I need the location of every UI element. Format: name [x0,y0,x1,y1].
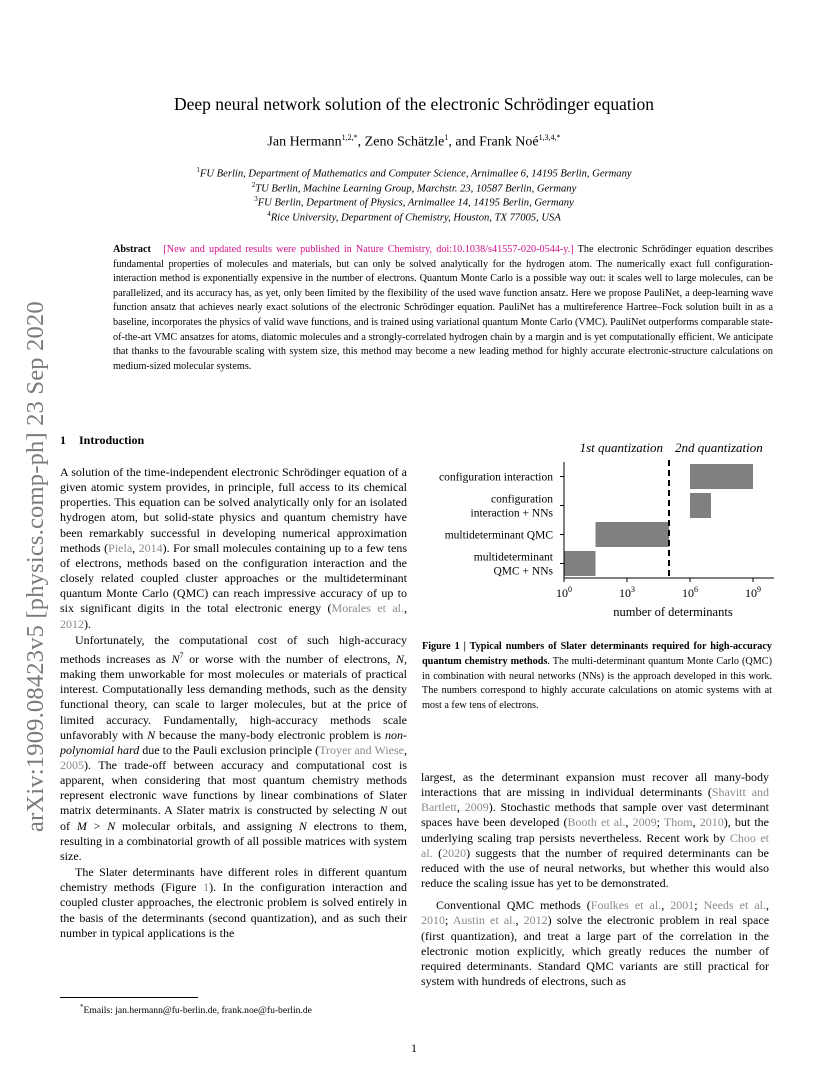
math-N: N [107,818,116,833]
author-affiliation-mark: 1,2,* [341,133,358,142]
math-N: N [395,651,404,666]
author-affiliation-mark: 1,3,4,* [538,133,561,142]
affiliation-number: 1 [196,166,200,174]
citation-link[interactable]: Thom [663,815,693,830]
paragraph: largest, as the determinant expansion must recover all many-body interactions that are missing in individual determinants (Shavitt and Bartlett, 2009). Stochastic methods that sample over vast determinant spaces have been developed (Booth et al., 2009; Thom, 2010), but the underlying scaling trap persists nevertheless. Recent work by Choo et al. (2020) suggests that the number of required determinants can be reduced with the use of neural networks, but whether this would also reduce the scaling issue has yet to be demonstrated. [421,770,770,891]
right-column [421,770,769,989]
affiliation-text: TU Berlin, Machine Learning Group, Marchstr. 23, 10587 Berlin, Germany [255,183,577,195]
bar [690,493,711,518]
abstract-label: Abstract [113,244,151,255]
citation-link[interactable]: Piela [108,540,133,555]
affiliation [0,181,828,195]
author: Zeno Schätzle [364,134,445,150]
section-heading [60,433,144,448]
affiliation [0,166,828,180]
citation-link[interactable]: 2012 [523,913,548,928]
citation-link[interactable]: 2001 [670,898,695,913]
caption-text: . The multi-determinant quantum Monte Carlo (QMC) in combination with neural networks (NNs) is the approach developed in this work. The numbers correspond to highly accurate calculations on atomic systems with at most a few tens of electrons. [422,655,772,712]
citation-link[interactable]: 2010 [421,913,445,928]
bar [690,464,753,489]
bar [596,522,670,547]
paragraph: Conventional QMC methods (Foulkes et al., 2001; Needs et al., 2010; Austin et al., 2012) solve the electronic problem in real space (first quantization), and treat a large part of the correlation in the electronic motion explicitly, which greatly reduces the number of required determinants. Standard QMC variants are still practical for system with hundreds of electrons, such as [421,898,770,989]
author-separator: , [357,134,365,150]
math-exponent: 7 [179,650,184,660]
citation-link[interactable]: Choo et al. [421,830,769,860]
footnote-text: Emails: jan.hermann@fu-berlin.de, frank.noe@fu-berlin.de [83,1005,312,1017]
citation-link[interactable]: Morales et al. [331,601,404,616]
abstract-text: The electronic Schrödinger equation describes fundamental properties of molecules and materials, but can only be solved analytically for the hydrogen atom. The numerically exact full configuration-interaction method is exponentially expensive in the number of electrons. Quantum Monte Carlo is a possible way out: it scales well to large molecules, can be parallelized, and its accuracy has, as yet, only been limited by the flexibility of the used wave function ansatz. Here we propose PauliNet, a deep-learning wave function ansatz that achieves nearly exact solutions of the electronic Schrödinger equation. PauliNet has a multireference Hartree–Fock solution built in as a baseline, incorporates the physics of valid wave functions, and is trained using variational quantum Monte Carlo (VMC). PauliNet outperforms comparable state-of-the-art VMC ansatzes for atoms, diatomic molecules and a strongly-correlated hydrogen chain by a margin and is yet computationally efficient. We anticipate that thanks to the favourable scaling with system size, this method may become a new leading method for highly accurate electronic-structure calculations on medium-sized molecular systems. [113,244,773,372]
x-tick-label: $10^6$ [682,585,698,600]
left-column [60,465,407,941]
citation-link[interactable]: 2005 [60,757,84,772]
math-operator: > [86,818,108,833]
author: Frank Noé [479,134,539,150]
affiliation-text: FU Berlin, Department of Physics, Arnimallee 14, 14195 Berlin, Germany [257,197,574,209]
author-list [0,133,828,151]
citation-link[interactable]: 2012 [60,616,84,631]
citation-link[interactable]: Needs et al. [703,898,766,913]
category-label: multideterminant QMC + NNs [473,551,553,578]
category-label: configuration interaction + NNs [470,493,553,520]
affiliation-number: 2 [251,180,256,189]
affiliation [0,210,828,224]
section-title: Introduction [79,433,145,447]
citation-link[interactable]: 2014 [138,540,163,555]
author-separator: , and [448,134,480,150]
math-N: N [298,818,307,833]
paragraph: The Slater determinants have different roles in different quantum chemistry methods (Figure 1). In the configuration interaction and coupled cluster approaches, the electronic problem is solved entirely in the basis of the determinants (second quantization), and as such their number in typical applications is the [60,865,407,940]
citation-link[interactable]: Austin et al. [452,913,516,928]
footnote [80,1003,312,1016]
x-tick-label: $10^0$ [556,585,572,600]
page-number: 1 [411,1041,417,1055]
category-label: multideterminant QMC [444,529,553,542]
paragraph: Unfortunately, the computational cost of such high-accuracy methods increases as $N^7$ or worse with the number of electrons, N, making them unworkable for most molecules or materials of practical interest. Computationally less demanding methods, such as the density functional theory, can scale to larger molecules, but at the price of limited accuracy. Fundamentally, high-accuracy methods scale unfavorably with N because the many-body electronic problem is non-polynomial hard due to the Pauli exclusion principle (Troyer and Wiese, 2005). The trade-off between accuracy and computational cost is apparent, when considering that most quantum chemistry methods represent electronic wave functions by linear combinations of Slater matrix determinants. A Slater matrix is constructed by selecting N out of M > N molecular orbitals, and assigning N electrons to them, resulting in a combinatorial growth of all possible matrices with system size. [60,632,407,863]
bar [564,551,596,576]
citation-link[interactable]: Troyer and Wiese [319,742,404,757]
figure-reference-link[interactable]: 1 [203,880,210,895]
region-label: 1st quantization [579,440,663,455]
affiliation [0,195,828,209]
x-tick-label: $10^3$ [619,585,635,600]
x-axis-label: number of determinants [613,605,733,619]
category-label: configuration interaction [438,471,553,484]
affiliation-text: Rice University, Department of Chemistry, Houston, TX 77005, USA [270,212,561,224]
footnote-rule [60,997,198,998]
affiliation-number: 4 [267,209,271,218]
arxiv-identifier: arXiv:1909.08423v5 [physics.comp-ph] 23 Sep 2020 [22,301,49,832]
citation-link[interactable]: Shavitt and Bartlett [421,785,770,815]
author: Jan Hermann [267,134,342,150]
caption-label: Figure 1 | Typical numbers of Slater determinants required for high-accuracy quantum chemistry methods [422,641,772,667]
citation-link[interactable]: 2009 [464,800,489,815]
citation-link[interactable]: Booth et al. [567,815,626,830]
paragraph: A solution of the time-independent electronic Schrödinger equation of a given atomic system provides, in principle, full access to its chemical properties. This equation can be solved analytically only for an isolated hydrogen atom, but solid-state physics and quantum chemistry have been remarkably successful in developing numerical approximation methods (Piela, 2014). For small molecules containing up to a few tens of electrons, methods based on the configuration interaction and the closely related coupled cluster approaches or the multideterminant quantum Monte Carlo (QMC) can reach impressive accuracy of up to six significant digits in the total electronic energy (Morales et al., 2012). [60,465,408,631]
journal-link[interactable]: [New and updated results were published in Nature Chemistry, doi:10.1038/s41557-020-0544-y.] [163,244,574,255]
citation-link[interactable]: 2010 [699,815,724,830]
x-tick-label: $10^9$ [745,585,761,600]
math-M: M [76,818,87,833]
math-N: N [379,803,388,818]
abstract [113,243,773,374]
affiliation-number: 3 [254,195,258,203]
footnote-mark: * [80,1003,84,1011]
math-N: N [147,727,156,742]
affiliation-text: FU Berlin, Department of Mathematics and Computer Science, Arnimallee 6, 14195 Berlin, Germany [199,168,632,180]
paper-title: Deep neural network solution of the electronic Schrödinger equation [173,94,655,114]
citation-link[interactable]: Foulkes et al. [590,898,662,913]
region-label: 2nd quantization [675,440,763,455]
math-N: N [171,651,180,666]
section-number: 1 [60,433,66,447]
figure-caption [422,640,772,714]
emphasis: non-polynomial hard [60,727,407,757]
citation-link[interactable]: 2020 [442,845,467,860]
citation-link[interactable]: 2009 [632,815,657,830]
author-affiliation-mark: 1 [444,133,449,142]
figure-1-chart [418,432,778,627]
